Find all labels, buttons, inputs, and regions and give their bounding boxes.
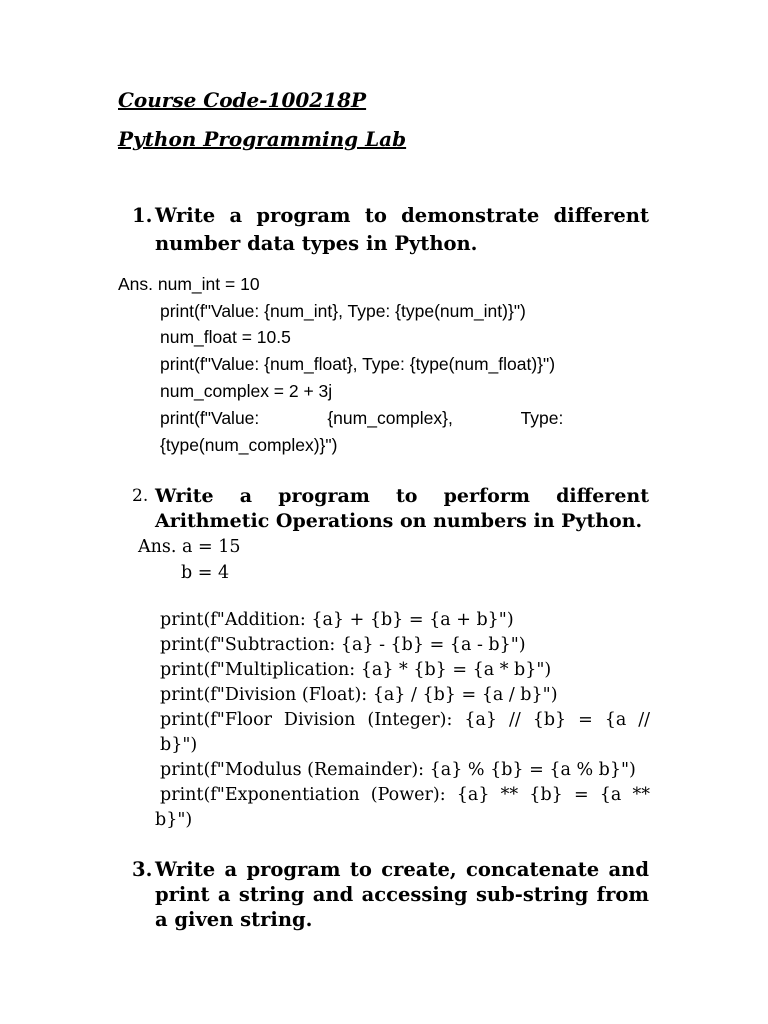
code-line: {type(num_complex)}") xyxy=(160,435,338,455)
code-line: print(f"Value: {num_float}, Type: {type(num_float)}") xyxy=(160,354,556,374)
lab-title: Python Programming Lab xyxy=(118,127,407,151)
question-1 xyxy=(132,202,649,258)
question-text: Write a program to demonstrate different number data types in Python. xyxy=(155,204,649,255)
question-3 xyxy=(132,857,649,932)
code-line: num_complex = 2 + 3j xyxy=(160,381,333,401)
code-line: print(f"Floor Division (Integer): {a} // {b} = {a // xyxy=(160,710,650,730)
question-number: 3. xyxy=(132,858,153,881)
code-line: print(f"Exponentiation (Power): {a} ** {b} = {a ** xyxy=(160,785,650,805)
question-2 xyxy=(132,484,649,534)
code-line: print(f"Subtraction: {a} - {b} = {a - b}") xyxy=(160,635,526,655)
code-line: Ans. num_int = 10 xyxy=(118,274,260,294)
question-text: Write a program to create, concatenate and print a string and accessing sub-string from a given string. xyxy=(155,858,649,931)
code-line: print(f"Division (Float): {a} / {b} = {a / b}") xyxy=(160,685,558,705)
code-line: print(f"Addition: {a} + {b} = {a + b}") xyxy=(160,610,514,630)
code-line: b}") xyxy=(155,810,193,830)
code-line: num_float = 10.5 xyxy=(160,327,291,347)
code-line: Ans. a = 15 xyxy=(138,537,241,557)
code-line: print(f"Modulus (Remainder): {a} % {b} = {a % b}") xyxy=(160,760,636,780)
question-number: 1. xyxy=(132,204,153,227)
course-code: Course Code-100218P xyxy=(118,88,367,112)
code-line: print(f"Value: {num_int}, Type: {type(num_int)}") xyxy=(160,301,526,321)
question-text: Write a program to perform different Arithmetic Operations on numbers in Python. xyxy=(155,485,649,532)
question-number: 2. xyxy=(132,486,149,506)
code-line: b}") xyxy=(160,735,198,755)
code-line: b = 4 xyxy=(181,563,230,583)
code-line: print(f"Multiplication: {a} * {b} = {a * b}") xyxy=(160,660,552,680)
code-line: print(f"Value: {num_complex}, Type: xyxy=(160,408,564,428)
